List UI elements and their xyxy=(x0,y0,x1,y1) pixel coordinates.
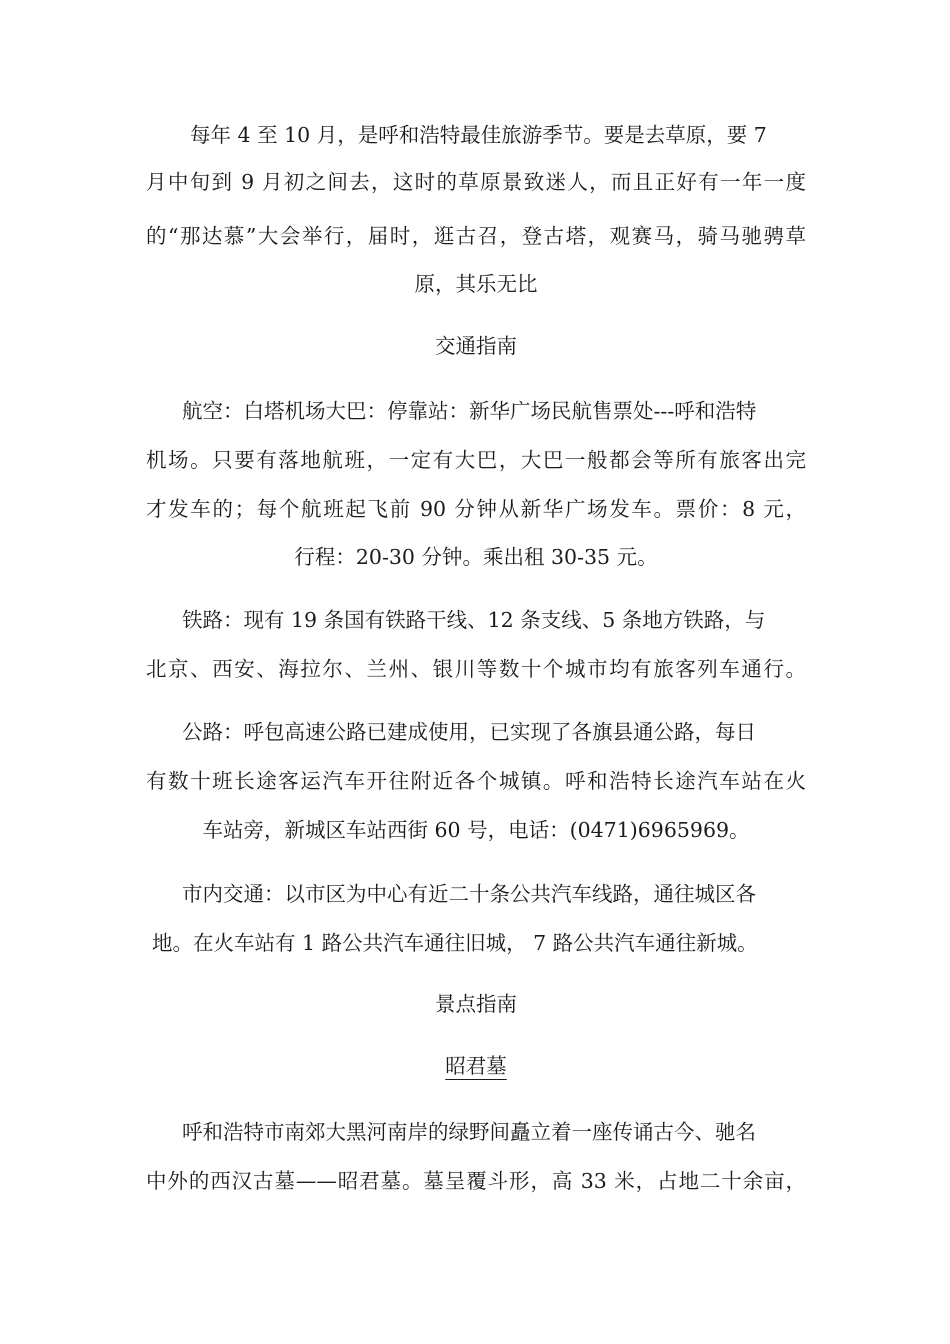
rail-line-1: 铁路：现有 19 条国有铁路干线、12 条支线、5 条地方铁路，与 xyxy=(182,608,766,632)
road-line-2: 有数十班长途客运汽车开往附近各个城镇。呼和浩特长途汽车站在火 xyxy=(146,769,806,793)
intro-line-1: 每年 4 至 10 月，是呼和浩特最佳旅游季节。要是去草原，要 7 xyxy=(190,123,767,147)
road-line-3: 车站旁，新城区车站西街 60 号，电话：(0471)6965969。 xyxy=(202,818,750,842)
road-line-1: 公路：呼包高速公路已建成使用，已实现了各旗县通公路，每日 xyxy=(182,720,756,744)
sights-line-2: 中外的西汉古墓——昭君墓。墓呈覆斗形，高 33 米，占地二十余亩， xyxy=(146,1169,806,1193)
air-line-1: 航空：白塔机场大巴：停靠站：新华广场民航售票处---呼和浩特 xyxy=(182,399,757,423)
transport-heading: 交通指南 xyxy=(435,334,517,358)
sights-line-1: 呼和浩特市南郊大黑河南岸的绿野间矗立着一座传诵古今、驰名 xyxy=(182,1120,756,1144)
intro-line-2: 月中旬到 9 月初之间去，这时的草原景致迷人，而且正好有一年一度 xyxy=(146,170,806,194)
city-line-1: 市内交通：以市区为中心有近二十条公共汽车线路，通往城区各 xyxy=(182,882,756,906)
city-line-2: 地。在火车站有 1 路公共汽车通往旧城， 7 路公共汽车通往新城。 xyxy=(152,931,758,955)
air-line-2: 机场。只要有落地航班，一定有大巴，大巴一般都会等所有旅客出完 xyxy=(146,448,806,472)
sights-heading: 景点指南 xyxy=(435,992,517,1016)
rail-line-2: 北京、西安、海拉尔、兰州、银川等数十个城市均有旅客列车通行。 xyxy=(146,657,806,681)
intro-line-4: 原，其乐无比 xyxy=(414,272,538,296)
sights-subheading-row xyxy=(146,1046,806,1086)
intro-line-3: 的“那达慕”大会举行，届时，逛古召，登古塔，观赛马，骑马驰骋草 xyxy=(146,224,806,248)
zhaojun-tomb-title: 昭君墓 xyxy=(445,1054,507,1078)
air-line-4: 行程：20-30 分钟。乘出租 30-35 元。 xyxy=(294,545,658,569)
air-line-3: 才发车的；每个航班起飞前 90 分钟从新华广场发车。票价：8 元， xyxy=(146,497,806,521)
